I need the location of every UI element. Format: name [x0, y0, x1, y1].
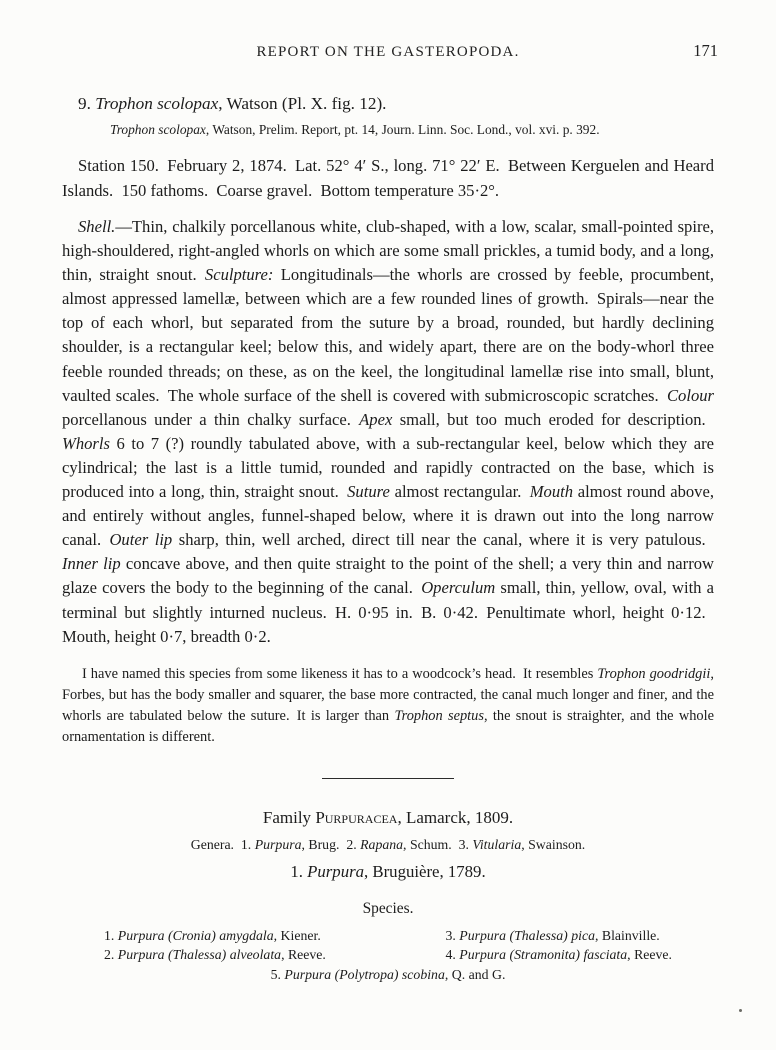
species-list: [62, 928, 714, 966]
family-heading: Family Purpuracea, Lamarck, 1809.: [262, 807, 514, 827]
scan-artifact-speck: [739, 1009, 742, 1012]
synonymy-citation: Trophon scolopax, Watson, Prelim. Report, pt. 14, Journ. Linn. Soc. Lond., vol. xvi. p. 392.: [110, 122, 600, 137]
page-number: 171: [693, 41, 718, 60]
section-divider: [322, 778, 454, 779]
remarks-paragraph: I have named this species from some likeness it has to a woodcock’s head. It resembles Trophon goodridgii, Forbes, but has the body smaller and squarer, the base more contracted, the canal much longer and finer, and the whorls are tabulated below the suture. It is larger than Trophon septus, the snout is straighter, and the whole ornamentation is different.: [62, 665, 715, 745]
running-header-title: REPORT ON THE GASTEROPODA.: [256, 44, 520, 60]
species-item-3: 3. Purpura (Thalessa) pica, Blainville.: [445, 927, 660, 943]
genus-heading: 1. Purpura, Bruguière, 1789.: [290, 861, 486, 881]
species-item-1: 1. Purpura (Cronia) amygdala, Kiener.: [104, 927, 321, 943]
description-paragraph: Shell.—Thin, chalkily porcellanous white, club-shaped, with a low, scalar, small-pointed spire, high-shouldered, right-angled whorls on which are some small prickles, a tumid body, and a long, thin, straight snout. Sculpture: Longitudinals—the whorls are crossed by feeble, procumbent, almost appressed lamellæ, between which are a few rounded lines of growth. Spirals—near the top of each whorl, but separated from the suture by a broad, rounded, but hardly declining shoulder, is a rectangular keel; below this, and widely apart, there are on the body-whorl three feeble rounded threads; on these, as on the keel, the longitudinal lamellæ rise into small, blunt, vaulted scales. The whole surface of the shell is covered with submicroscopic scratches. Colour porcellanous under a thin chalky surface. Apex small, but too much eroded for description. Whorls 6 to 7 (?) roundly tabulated above, with a sub-rectangular keel, below which they are cylindrical; the last is a little tumid, rounded and rapidly contracted on the base, which is produced into a long, thin, straight snout. Suture almost rectangular. Mouth almost round above, and entirely without angles, funnel-shaped below, where it is drawn out into the long narrow canal. Outer lip sharp, thin, well arched, direct till near the canal, where it is very patulous. Inner lip concave above, and then quite straight to the point of the shell; a very thin and narrow glaze covers the body to the beginning of the canal. Operculum small, thin, yellow, oval, with a terminal but slightly inturned nucleus. H. 0·95 in. B. 0·42. Penultimate whorl, height 0·12. Mouth, height 0·7, breadth 0·2.: [62, 217, 715, 646]
species-list-right-column: [446, 928, 673, 966]
running-header: [62, 41, 718, 61]
species-entry-heading: 9. Trophon scolopax, Watson (Pl. X. fig. 12).: [78, 94, 387, 113]
species-list-label: Species.: [362, 899, 414, 917]
station-paragraph: Station 150. February 2, 1874. Lat. 52° 4′ S., long. 71° 22′ E. Between Kerguelen and Heard Islands. 150 fathoms. Coarse gravel. Bottom temperature 35·2°.: [62, 156, 714, 200]
species-item-2: 2. Purpura (Thalessa) alveolata, Reeve.: [104, 946, 326, 962]
genera-line: Genera. 1. Purpura, Brug. 2. Rapana, Schum. 3. Vitularia, Swainson.: [190, 836, 586, 852]
species-item-5: 5. Purpura (Polytropa) scobina, Q. and G.: [270, 966, 506, 982]
species-item-4: 4. Purpura (Stramonita) fasciata, Reeve.: [445, 946, 672, 962]
species-list-left-column: [104, 928, 326, 966]
